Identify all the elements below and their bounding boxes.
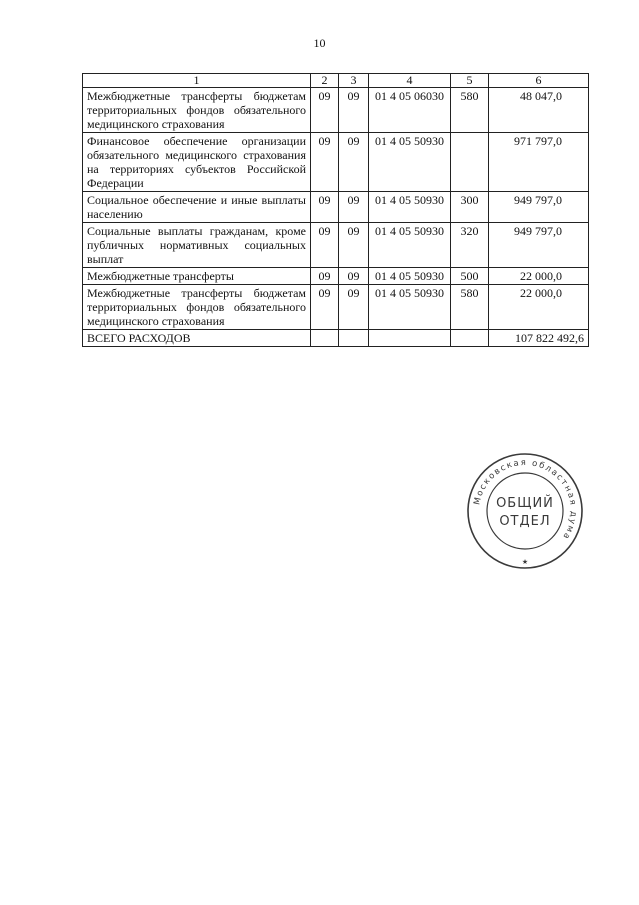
header-cell: 1: [83, 74, 311, 88]
row-subsection: 09: [339, 192, 369, 223]
stamp-inner-ring: [487, 473, 563, 549]
row-amount: 48 047,0: [489, 88, 589, 133]
table-row: [83, 285, 589, 330]
row-section: 09: [311, 268, 339, 285]
row-target-code: 01 4 05 50930: [369, 285, 451, 330]
row-target-code: 01 4 05 50930: [369, 223, 451, 268]
empty-cell: [451, 330, 489, 347]
header-cell: 2: [311, 74, 339, 88]
header-cell: 5: [451, 74, 489, 88]
row-expense-type: 500: [451, 268, 489, 285]
header-cell: 3: [339, 74, 369, 88]
row-expense-type: 580: [451, 285, 489, 330]
row-section: 09: [311, 192, 339, 223]
row-expense-type: 300: [451, 192, 489, 223]
stamp-star: ★: [521, 558, 529, 566]
stamp-outer-ring: [468, 454, 582, 568]
empty-cell: [369, 330, 451, 347]
row-subsection: 09: [339, 223, 369, 268]
total-label: ВСЕГО РАСХОДОВ: [83, 330, 311, 347]
row-amount: 949 797,0: [489, 192, 589, 223]
row-section: 09: [311, 88, 339, 133]
row-section: 09: [311, 133, 339, 192]
row-name: Межбюджетные трансферты бюджетам территориальных фондов обязательного медицинского страхования: [83, 88, 311, 133]
row-expense-type: 320: [451, 223, 489, 268]
row-subsection: 09: [339, 88, 369, 133]
row-name: Финансовое обеспечение организации обязательного медицинского страхования на территориях субъектов Российской Федерации: [83, 133, 311, 192]
row-expense-type: [451, 133, 489, 192]
row-section: 09: [311, 223, 339, 268]
row-subsection: 09: [339, 268, 369, 285]
expenditure-table: [82, 73, 589, 347]
row-target-code: 01 4 05 50930: [369, 268, 451, 285]
row-target-code: 01 4 05 50930: [369, 192, 451, 223]
table-row: [83, 223, 589, 268]
header-cell: 4: [369, 74, 451, 88]
table-row: [83, 192, 589, 223]
total-amount: 107 822 492,6: [489, 330, 589, 347]
row-expense-type: 580: [451, 88, 489, 133]
header-row: [83, 74, 589, 88]
row-name: Социальное обеспечение и иные выплаты населению: [83, 192, 311, 223]
page-number: 10: [313, 36, 326, 50]
row-target-code: 01 4 05 50930: [369, 133, 451, 192]
row-name: Межбюджетные трансферты: [83, 268, 311, 285]
row-subsection: 09: [339, 285, 369, 330]
table-row: [83, 133, 589, 192]
row-name: Социальные выплаты гражданам, кроме публичных нормативных социальных выплат: [83, 223, 311, 268]
total-row: [83, 330, 589, 347]
row-subsection: 09: [339, 133, 369, 192]
row-target-code: 01 4 05 06030: [369, 88, 451, 133]
row-amount: 971 797,0: [489, 133, 589, 192]
row-name: Межбюджетные трансферты бюджетам территориальных фондов обязательного медицинского страхования: [83, 285, 311, 330]
row-section: 09: [311, 285, 339, 330]
row-amount: 22 000,0: [489, 268, 589, 285]
stamp-ring-text-path: Московская областная дума: [472, 457, 579, 542]
stamp-center-line-1: ОБЩИЙ: [496, 496, 554, 511]
header-cell: 6: [489, 74, 589, 88]
row-amount: 949 797,0: [489, 223, 589, 268]
empty-cell: [311, 330, 339, 347]
official-stamp: [466, 452, 584, 570]
stamp-center-line-2: ОТДЕЛ: [499, 514, 551, 529]
empty-cell: [339, 330, 369, 347]
row-amount: 22 000,0: [489, 285, 589, 330]
table-row: [83, 268, 589, 285]
table-row: [83, 88, 589, 133]
